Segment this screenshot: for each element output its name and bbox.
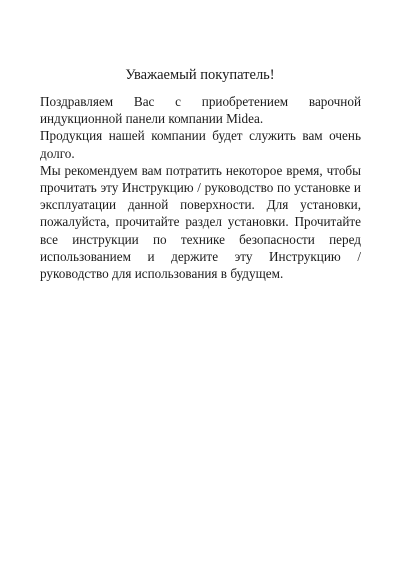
quality-paragraph: Продукция нашей компании будет служить вам очень долго. xyxy=(40,128,361,161)
instructions-paragraph: Мы рекомендуем вам потратить некоторое время, чтобы прочитать эту Инструкцию / руководство по установке и эксплуатации данной поверхности. Для установки, пожалуйста, прочитайте раздел установки. Прочитайте все инструкции по технике безопасности перед использованием и держите эту Инструкцию / руководство для использования в будущем. xyxy=(40,162,361,282)
congratulation-paragraph: Поздравляем Вас с приобретением варочной индукционной панели компании Midea. xyxy=(40,94,361,127)
greeting-title: Уважаемый покупатель! xyxy=(125,67,275,83)
document-body xyxy=(40,93,361,282)
